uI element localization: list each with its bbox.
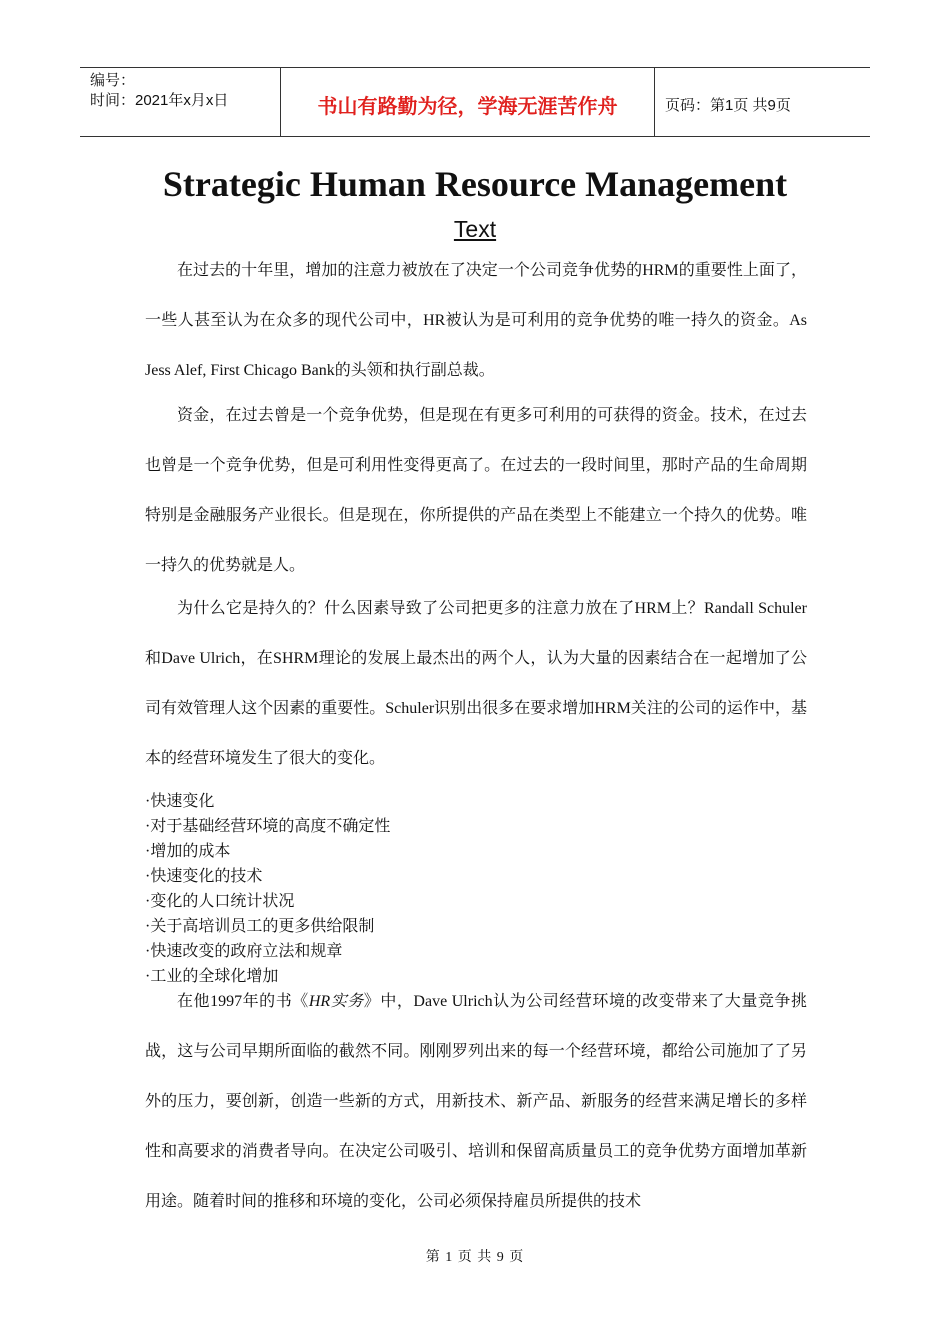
header-motto: 书山有路勤为径，学海无涯苦作舟 bbox=[281, 68, 655, 136]
header-meta bbox=[80, 68, 281, 136]
body-section-2 bbox=[145, 391, 807, 591]
number-label: 编号： bbox=[90, 72, 136, 89]
header-page-label: 页码：第1页 共9页 bbox=[665, 96, 791, 114]
list-item: ·增加的成本 bbox=[145, 843, 231, 860]
paragraph-4-start: 在他1997年的书《 bbox=[177, 993, 309, 1010]
paragraph-1: 在过去的十年里，增加的注意力被放在了决定一个公司竞争优势的HRM的重要性上面了，一些人甚至认为在众多的现代公司中，HR被认为是可利用的竞争优势的唯一持久的资金。As Jess Alef, First Chicago Bank的头领和执行副总裁。 bbox=[145, 262, 807, 379]
list-item: ·快速改变的政府立法和规章 bbox=[145, 943, 343, 960]
paragraph-4-rest: 》中，Dave Ulrich认为公司经营环境的改变带来了大量竞争挑战，这与公司早期所面临的截然不同。刚刚罗列出来的每一个经营环境，都给公司施加了了另外的压力，要创新，创造一些新的方式，用新技术、新产品、新服务的经营来满足增长的多样性和高要求的消费者导向。在决定公司吸引、培训和保留高质量员工的竞争优势方面增加革新用途。随着时间的推移和环境的变化，公司必须保持雇员所提供的技术 bbox=[145, 993, 807, 1210]
date-label: 时间：2021年x月x日 bbox=[90, 92, 229, 109]
list-item: ·对于基础经营环境的高度不确定性 bbox=[145, 818, 391, 835]
document-subtitle: Text bbox=[453, 216, 497, 242]
document-header bbox=[80, 67, 870, 137]
paragraph-3: 为什么它是持久的？什么因素导致了公司把更多的注意力放在了HRM上？Randall Schuler和Dave Ulrich，在SHRM理论的发展上最杰出的两个人，认为大量的因素结合在一起增加了公司有效管理人这个因素的重要性。Schuler识别出很多在要求增加HRM关注的公司的运作中，基本的经营环境发生了很大的变化。 bbox=[145, 600, 807, 767]
body-section-1 bbox=[145, 246, 807, 396]
paragraph-4 bbox=[145, 977, 807, 1227]
list-item: ·关于高培训员工的更多供给限制 bbox=[145, 918, 375, 935]
list-item: ·快速变化的技术 bbox=[145, 868, 263, 885]
page-footer: 第 1 页 共 9 页 bbox=[425, 1250, 525, 1265]
body-section-3 bbox=[145, 584, 807, 784]
list-item: ·工业的全球化增加 bbox=[145, 968, 279, 985]
document-title: Strategic Human Resource Management bbox=[162, 164, 788, 204]
factor-list bbox=[145, 789, 807, 989]
list-item: ·变化的人口统计状况 bbox=[145, 893, 295, 910]
list-item: ·快速变化 bbox=[145, 793, 215, 810]
book-title: HR实务 bbox=[308, 993, 364, 1010]
paragraph-2: 资金，在过去曾是一个竞争优势，但是现在有更多可利用的可获得的资金。技术，在过去也曾是一个竞争优势，但是可利用性变得更高了。在过去的一段时间里，那时产品的生命周期特别是金融服务产业很长。但是现在，你所提供的产品在类型上不能建立一个持久的优势。唯一持久的优势就是人。 bbox=[145, 407, 807, 574]
body-section-4 bbox=[145, 977, 807, 1227]
